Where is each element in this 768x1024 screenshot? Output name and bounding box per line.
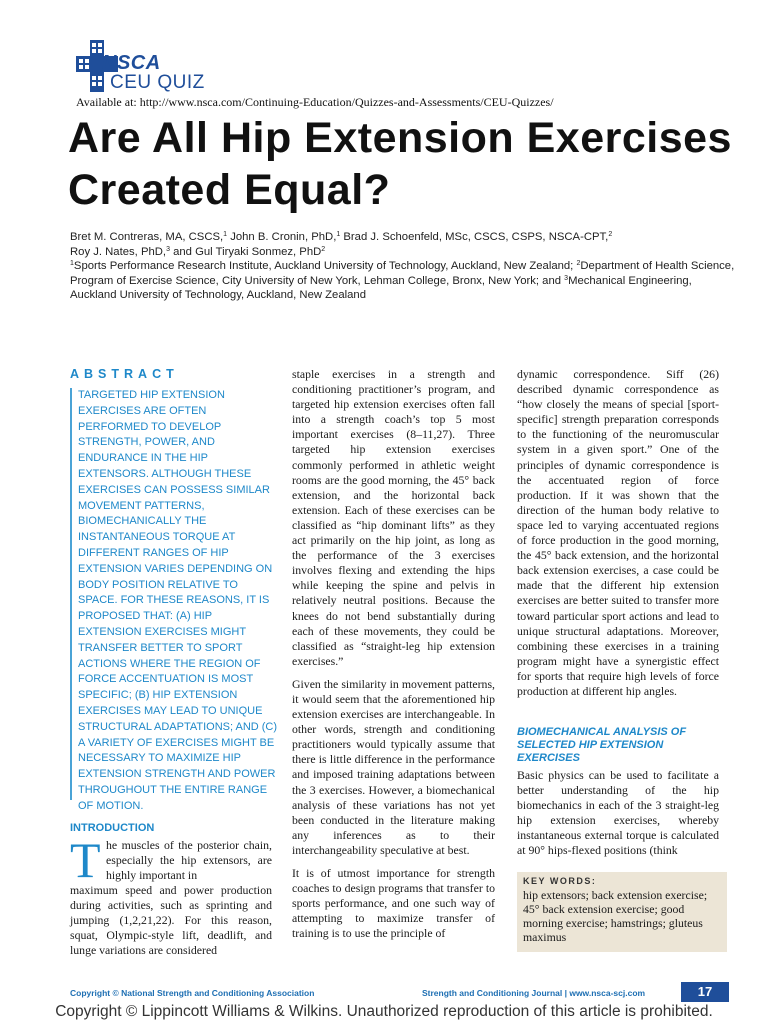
keywords-box	[517, 872, 727, 952]
affiliation-mark: 2	[608, 231, 613, 238]
footer-journal-link[interactable]: Strength and Conditioning Journal | www.nsca-scj.com	[422, 988, 646, 998]
copyright-notice: Copyright © Lippincott Williams & Wilkins. Unauthorized reproduction of this article is prohibited.	[55, 1003, 713, 1020]
paragraph: Given the similarity in movement patterns, it would seem that the aforementioned hip extension exercises are interchangeable. In other words, strength and conditioning practitioners would typically assume that there is little difference in the performance and imposed training adaptations between the 3 exercises. However, a biomechanical analysis of these variations has not yet been conducted in the literature making any inferences as to their interchangeability speculative at best.	[292, 676, 495, 857]
introduction-text: maximum speed and power production during activities, such as sprinting and jumping (1,2,21,22). For this reason, squat, Olympic-style lift, deadlift, and lunge variations are considered	[70, 883, 272, 957]
keywords-text: hip extensors; back extension exercise; 45° back extension exercise; good morning exercise; hamstrings; gluteus maximus	[523, 888, 708, 944]
body-column-3-paragraph: dynamic correspondence. Siff (26) described dynamic correspondence as “how closely the means of special [sport-specific] strength preparation corresponds to the functioning of the neuromuscular system in a given sport.” One of the principles of dynamic correspondence is the accentuated region of force production. If it was shown that the direction of the human body relative to space led to varying accentuated regions of force production in the good morning, the 45° back extension, and the horizontal back extension exercises, a case could be made that the different hip extension exercises are better suited to transfer more toward particular sport actions and lead to unique structural adaptations. Moreover, combining these exercises in a training program might have a synergistic effect for sports that require high levels of force production at different hip angles.	[517, 367, 719, 698]
author-name: John B. Cronin, PhD,	[227, 231, 337, 243]
abstract-heading: ABSTRACT	[70, 367, 179, 381]
affiliation-text: Mechanical Engineering, Auckland University of Technology, Auckland, New Zealand	[70, 274, 692, 301]
section-heading: BIOMECHANICAL ANALYSIS OF SELECTED HIP EXTENSION EXERCISES	[517, 726, 687, 764]
paragraph: It is of utmost importance for strength coaches to design programs that transfer to sports performance, and one such way of attempting to maximize transfer of training is to use the principle of	[292, 866, 495, 941]
affiliation-mark: 3	[166, 245, 170, 253]
paragraph: staple exercises in a strength and conditioning practitioner’s program, and targeted hip extension exercises often fall into a strength coach’s top 5 most important exercises (8–11,27). Three targeted hip extension exercises commonly performed in athletic weight rooms are the good morning, the 45° back extension, and the horizontal back extension. Each of these exercises can be classified as “hip dominant lifts” as they act primarily on the hip joint, as long as the performance of the 3 exercises involves flexing and extending the hips while keeping the spine and pelvis in relatively neutral positions. Because the knees do not bend substantially during each of these movements, they could be classified as “straight-leg hip extension exercises.”	[292, 367, 495, 668]
affiliation-text: Sports Performance Research Institute, Auckland University of Technology, Auckland, New Zealand;	[73, 260, 577, 272]
author-name: Brad J. Schoenfeld, MSc, CSCS, CSPS, NSCA-CPT,	[340, 231, 609, 243]
article-title: Are All Hip Extension Exercises Created Equal?	[68, 114, 732, 214]
abstract-divider	[70, 388, 72, 800]
affiliation-mark: 2	[321, 245, 326, 253]
affiliation-text: Department of Health Science, Program of Exercise Science, City University of New York, Lehman College, Bronx, New York; and	[70, 260, 735, 287]
logo-subtitle: CEU QUIZ	[110, 72, 205, 93]
body-column-3-paragraph: Basic physics can be used to facilitate a better understanding of the hip biomechanics in each of the 3 straight-leg hip extension exercises, whereby instantaneous external torque is calculated at 90° hips-flexed positions (think	[517, 768, 719, 858]
abstract-text: TARGETED HIP EXTENSION EXERCISES ARE OFTEN PERFORMED TO DEVELOP STRENGTH, POWER, AND ENDURANCE IN THE HIP EXTENSORS. ALTHOUGH THESE EXERCISES CAN POSSESS SIMILAR MOVEMENT PATTERNS, BIOMECHANICALLY THE INSTANTANEOUS TORQUE AT DIFFERENT RANGES OF HIP EXTENSION VARIES DEPENDING ON BODY POSITION RELATIVE TO SPACE. FOR THESE REASONS, IT IS PROPOSED THAT: (A) HIP EXTENSION EXERCISES MIGHT TRANSFER BETTER TO SPORT ACTIONS WHERE THE REGION OF FORCE ACCENTUATION IS MOST SPECIFIC; (B) HIP EXTENSION EXERCISES MAY LEAD TO UNIQUE STRUCTURAL ADAPTATIONS; AND (C) A VARIETY OF EXERCISES MIGHT BE NECESSARY TO MAXIMIZE HIP EXTENSION STRENGTH AND POWER THROUGHOUT THE ENTIRE RANGE OF MOTION.	[78, 389, 278, 812]
affiliation-mark: 2	[576, 260, 581, 267]
footer-copyright: Copyright © National Strength and Conditioning Association	[70, 988, 315, 998]
affiliations	[70, 259, 740, 303]
affiliation-mark: 1	[336, 231, 341, 238]
page-number: 17	[681, 982, 729, 1002]
availability-url[interactable]: Available at: http://www.nsca.com/Continuing-Education/Quizzes-and-Assessments/CEU-Quizzes/	[76, 95, 554, 109]
nsca-logo	[76, 40, 216, 92]
introduction-heading: INTRODUCTION	[70, 822, 155, 834]
keywords-heading: KEY WORDS:	[523, 876, 597, 886]
body-column-2	[292, 367, 495, 949]
affiliation-mark: 1	[223, 231, 228, 238]
author-name: Bret M. Contreras, MA, CSCS,	[70, 231, 224, 243]
author-name: and Gul Tiryaki Sonmez, PhD	[169, 245, 322, 258]
introduction-text-start: he muscles of the posterior chain, especially the hip extensors, are highly important in	[106, 838, 272, 882]
author-list	[70, 230, 730, 259]
affiliation-mark: 1	[70, 260, 74, 267]
affiliation-mark: 3	[564, 274, 569, 282]
logo-brand-text: NSCA	[102, 52, 161, 74]
author-name: Roy J. Nates, PhD,	[70, 245, 167, 258]
drop-cap: T	[70, 832, 101, 888]
